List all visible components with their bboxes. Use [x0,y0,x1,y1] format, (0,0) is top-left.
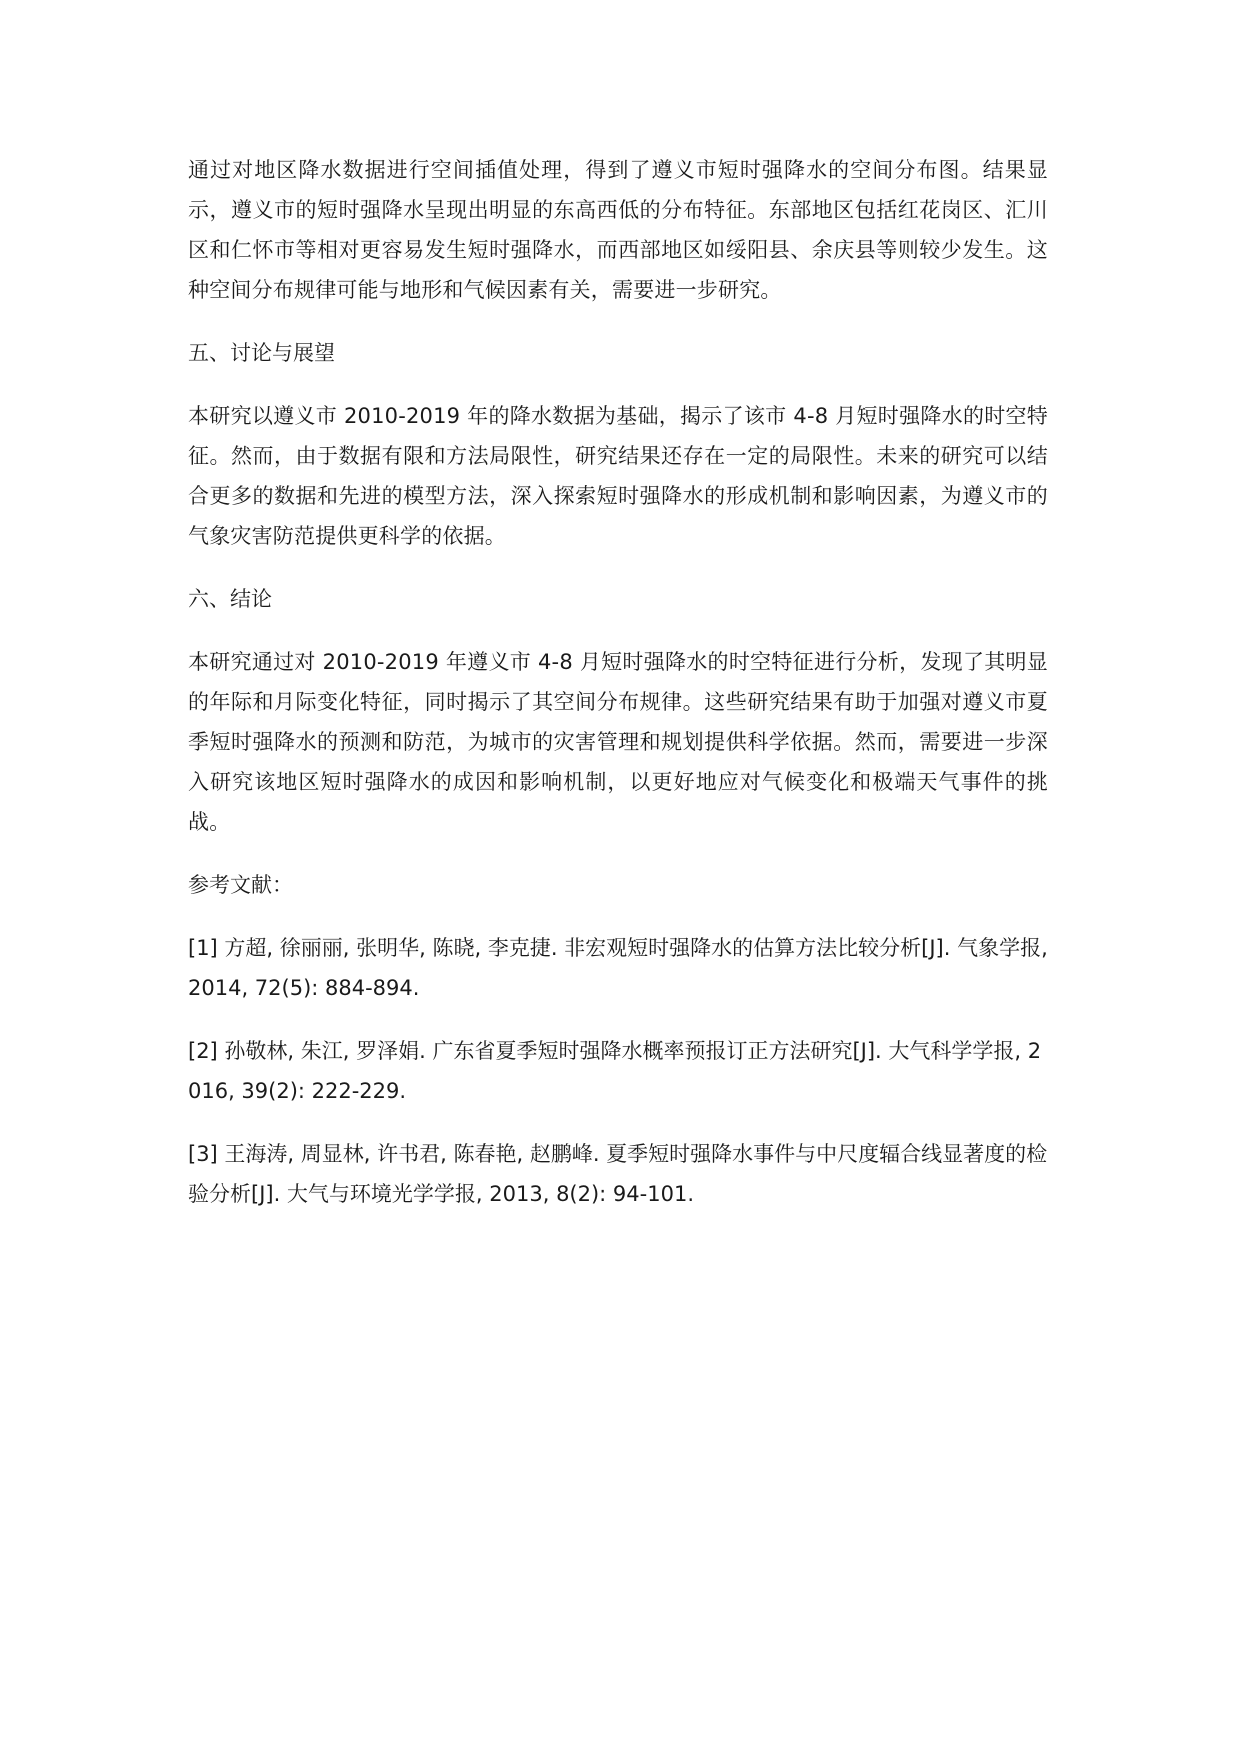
reference-item-1: [1] 方超, 徐丽丽, 张明华, 陈晓, 李克捷. 非宏观短时强降水的估算方法比较分析[J]. 气象学报, 2014, 72(5): 884-894. [188,936,1048,1000]
paragraph-discussion: 本研究以遵义市 2010-2019 年的降水数据为基础，揭示了该市 4-8 月短时强降水的时空特征。然而，由于数据有限和方法局限性，研究结果还存在一定的局限性。未来的研究可以结合更多的数据和先进的模型方法，深入探索短时强降水的形成机制和影响因素，为遵义市的气象灾害防范提供更科学的依据。 [188,404,1048,548]
reference-item-3: [3] 王海涛, 周显林, 许书君, 陈春艳, 赵鹏峰. 夏季短时强降水事件与中尺度辐合线显著度的检验分析[J]. 大气与环境光学学报, 2013, 8(2): 94-101. [188,1142,1048,1206]
heading-discussion: 五、讨论与展望 [188,341,335,365]
document-body [188,150,1048,1214]
reference-item-2: [2] 孙敬林, 朱江, 罗泽娟. 广东省夏季短时强降水概率预报订正方法研究[J]. 大气科学学报, 2016, 39(2): 222-229. [188,1039,1042,1103]
paragraph-conclusion: 本研究通过对 2010-2019 年遵义市 4-8 月短时强降水的时空特征进行分析，发现了其明显的年际和月际变化特征，同时揭示了其空间分布规律。这些研究结果有助于加强对遵义市夏季短时强降水的预测和防范，为城市的灾害管理和规划提供科学依据。然而，需要进一步深入研究该地区短时强降水的成因和影响机制，以更好地应对气候变化和极端天气事件的挑战。 [188,650,1048,834]
paragraph-spatial-distribution: 通过对地区降水数据进行空间插值处理，得到了遵义市短时强降水的空间分布图。结果显示，遵义市的短时强降水呈现出明显的东高西低的分布特征。东部地区包括红花岗区、汇川区和仁怀市等相对更容易发生短时强降水，而西部地区如绥阳县、余庆县等则较少发生。这种空间分布规律可能与地形和气候因素有关，需要进一步研究。 [188,158,1048,302]
heading-conclusion: 六、结论 [188,587,272,611]
heading-references: 参考文献： [188,873,293,897]
